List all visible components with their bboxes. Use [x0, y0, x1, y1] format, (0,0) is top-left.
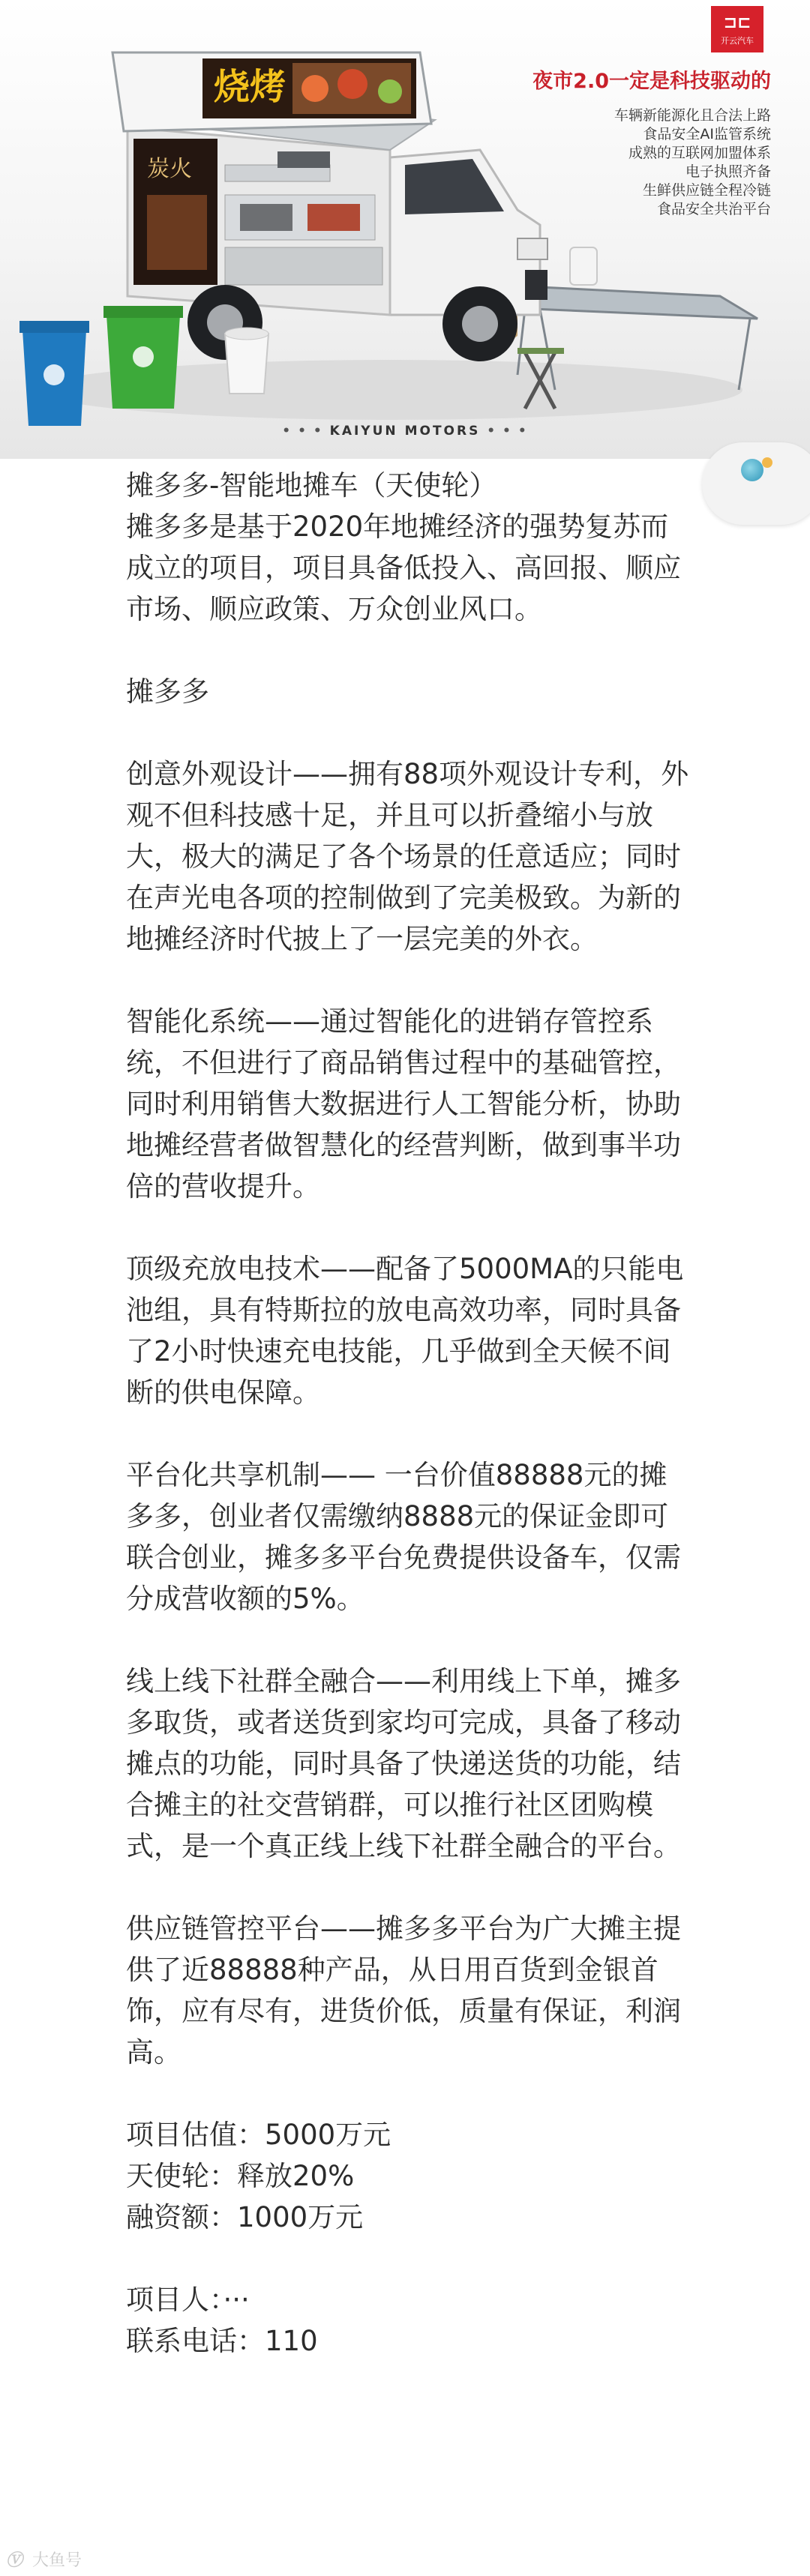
funding-round: 天使轮：释放20% — [126, 2160, 355, 2192]
valuation: 项目估值：5000万元 — [126, 2119, 392, 2151]
section-line: 倍的营收提升。 — [126, 1170, 320, 1203]
watermark-text: 大鱼号 — [32, 2551, 82, 2570]
section-line: 统，不但进行了商品销售过程中的基础管控， — [126, 1047, 681, 1079]
section-line: 观不但科技感十足，并且可以折叠缩小与放 — [126, 799, 653, 831]
section-line: 断的供电保障。 — [126, 1376, 320, 1409]
section-supply-chain — [126, 1908, 786, 2073]
funding-amount: 融资额：1000万元 — [126, 2201, 364, 2233]
brand-footer-text: KAIYUN MOTORS — [329, 424, 481, 439]
feature-item: 食品安全AI监管系统 — [643, 126, 771, 142]
truck-stall — [112, 52, 435, 315]
section-line: 池组，具有特斯拉的放电高效功率，同时具备 — [126, 1294, 681, 1326]
contact-info — [126, 2279, 786, 2362]
feature-item: 生鲜供应链全程冷链 — [642, 182, 771, 199]
financing-info — [126, 2114, 786, 2238]
brand-logo-text: 开云汽车 — [721, 36, 754, 46]
trash-bin-blue — [20, 321, 89, 426]
brand-logo-icon: ⊐⊏ — [723, 13, 752, 32]
feature-item: 电子执照齐备 — [685, 163, 771, 180]
product-banner — [0, 0, 810, 459]
section-online-offline — [126, 1661, 786, 1867]
section-line: 高。 — [126, 2036, 182, 2068]
section-line: 供了近88888种产品，从日用百货到金银首 — [126, 1954, 658, 1986]
section-line: 创意外观设计——拥有88项外观设计专利，外 — [126, 758, 689, 790]
section-line: 多多，创业者仅需缴纳8888元的保证金即可 — [126, 1500, 669, 1532]
section-line: 同时利用销售大数据进行人工智能分析，协助 — [126, 1088, 681, 1120]
brand-footer — [0, 424, 810, 439]
intro-line: 市场、顺应政策、万众创业风口。 — [126, 593, 542, 625]
stall-sign: 烧烤 — [214, 66, 286, 108]
feature-item: 车辆新能源化且合法上路 — [614, 107, 771, 124]
feature-item: 食品安全共治平台 — [656, 201, 771, 217]
section-line: 供应链管控平台——摊多多平台为广大摊主提 — [126, 1913, 681, 1945]
brand-dots-left: • • • — [282, 424, 323, 439]
trash-bin-green — [104, 306, 183, 409]
section-line: 多取货，或者送货到家均可完成，具备了移动 — [126, 1706, 681, 1739]
brand-logo — [711, 6, 764, 52]
water-jug — [570, 247, 597, 285]
article-body — [126, 465, 786, 2362]
brand-dots-right: • • • — [487, 424, 528, 439]
watermark-icon: Ⓥ — [6, 2551, 23, 2570]
section-line: 在声光电各项的控制做到了完美极致。为新的 — [126, 882, 681, 914]
section-line: 地摊经营者做智慧化的经营判断，做到事半功 — [126, 1129, 681, 1161]
section-line: 大，极大的满足了各个场景的任意适应；同时 — [126, 840, 681, 873]
section-line: 分成营收额的5%。 — [126, 1583, 364, 1615]
section-line: 线上线下社群全融合——利用线上下单，摊多 — [126, 1665, 681, 1697]
section-smart-system — [126, 1001, 786, 1207]
intro-line: 摊多多是基于2020年地摊经济的强势复苏而 — [126, 511, 669, 543]
section-line: 饰，应有尽有，进货价低，质量有保证，利润 — [126, 1995, 681, 2027]
feature-list — [614, 106, 771, 219]
section-line: 顶级充放电技术——配备了5000MA的只能电 — [126, 1253, 684, 1285]
section-line: 地摊经济时代披上了一层完美的外衣。 — [126, 923, 598, 955]
article-subheading: 摊多多 — [126, 675, 209, 708]
section-design — [126, 753, 786, 960]
section-charging — [126, 1248, 786, 1413]
section-line: 合摊主的社交营销群，可以推行社区团购模 — [126, 1789, 653, 1821]
white-bucket — [225, 328, 268, 394]
source-watermark — [6, 2548, 82, 2571]
svg-text:炭火: 炭火 — [147, 156, 192, 182]
banner-slogan: 夜市2.0一定是科技驱动的 — [532, 70, 771, 93]
section-line: 联合创业，摊多多平台免费提供设备车，仅需 — [126, 1541, 681, 1574]
project-person: 项目人：··· — [126, 2284, 250, 2316]
intro-line: 成立的项目，项目具备低投入、高回报、顺应 — [126, 552, 681, 584]
section-line: 摊点的功能，同时具备了快递送货的功能，结 — [126, 1748, 681, 1780]
section-line: 式，是一个真正线上线下社群全融合的平台。 — [126, 1830, 681, 1862]
article-title: 摊多多-智能地摊车（天使轮） — [126, 469, 497, 502]
section-line: 智能化系统——通过智能化的进销存管控系 — [126, 1005, 653, 1038]
section-line: 平台化共享机制—— 一台价值88888元的摊 — [126, 1459, 668, 1491]
contact-phone: 联系电话：110 — [126, 2325, 318, 2357]
feature-item: 成熟的互联网加盟体系 — [628, 145, 771, 161]
section-line: 了2小时快速充电技能，几乎做到全天候不间 — [126, 1335, 671, 1367]
section-sharing — [126, 1454, 786, 1619]
